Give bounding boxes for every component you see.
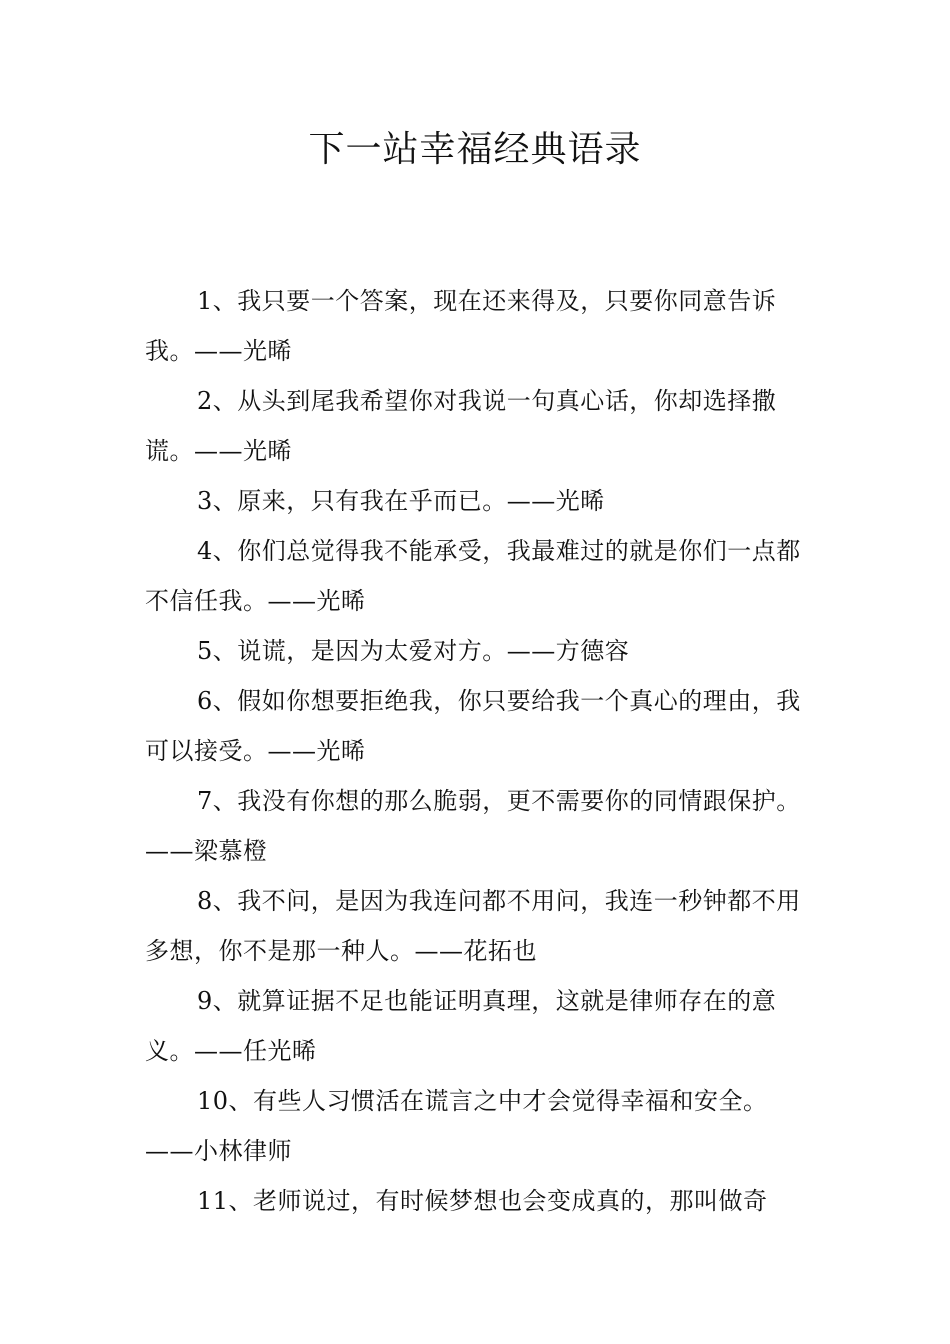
- document-title: 下一站幸福经典语录: [308, 129, 642, 170]
- quote-item: 8、我不问，是因为我连问都不用问，我连一秒钟都不用多想，你不是那一种人。——花拓也: [145, 887, 801, 965]
- quote-item: 11、老师说过，有时候梦想也会变成真的，那叫做奇: [197, 1187, 768, 1215]
- quote-list: [145, 276, 810, 1226]
- quote-item: 4、你们总觉得我不能承受，我最难过的就是你们一点都不信任我。——光晞: [145, 537, 801, 615]
- quote-item: 1、我只要一个答案，现在还来得及，只要你同意告诉我。——光晞: [145, 287, 777, 365]
- quote-item: 7、我没有你想的那么脆弱，更不需要你的同情跟保护。——梁慕橙: [145, 787, 801, 865]
- quote-item: 6、假如你想要拒绝我，你只要给我一个真心的理由，我可以接受。——光晞: [145, 687, 801, 765]
- quote-item: 2、从头到尾我希望你对我说一句真心话，你却选择撒谎。——光晞: [145, 387, 777, 465]
- quote-item: 3、原来，只有我在乎而已。——光晞: [197, 487, 605, 515]
- quote-item: 10、有些人习惯活在谎言之中才会觉得幸福和安全。——小林律师: [145, 1087, 768, 1165]
- quote-item: 9、就算证据不足也能证明真理，这就是律师存在的意义。——任光晞: [145, 987, 777, 1065]
- quote-item: 5、说谎，是因为太爱对方。——方德容: [197, 637, 630, 665]
